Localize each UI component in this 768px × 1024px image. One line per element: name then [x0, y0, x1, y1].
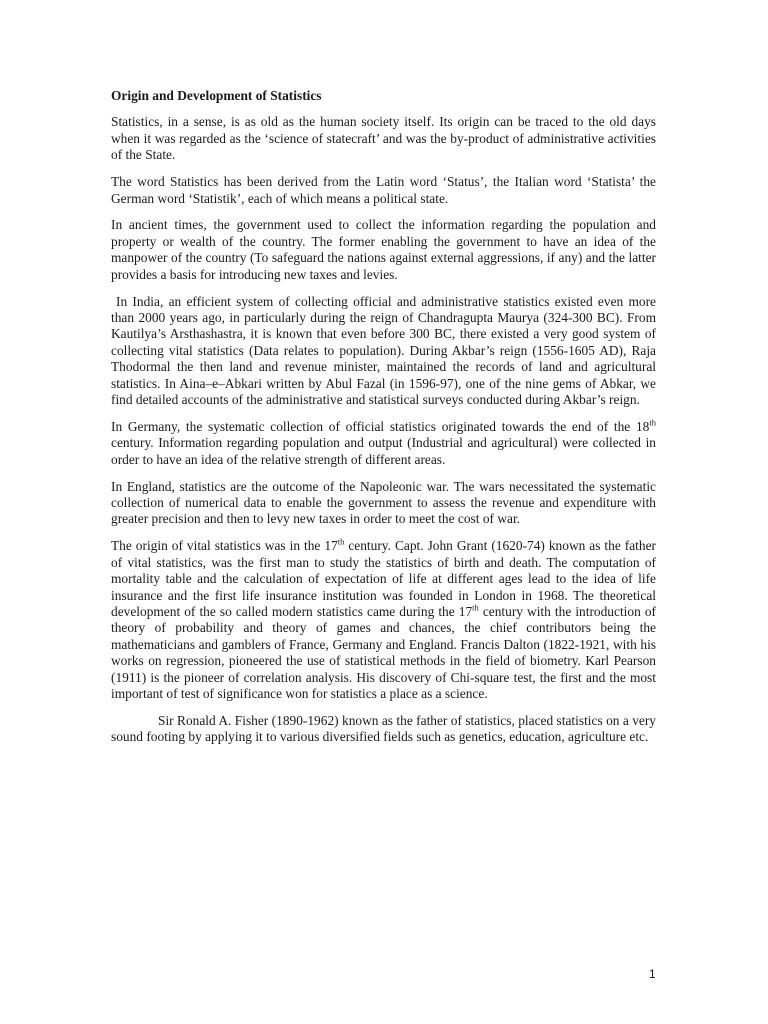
document-body	[111, 88, 656, 756]
paragraph-germany	[111, 419, 656, 468]
page-title: Origin and Development of Statistics	[111, 88, 322, 103]
paragraph-vital-text-b: century. Capt. John Grant (1620-74) known as the father of vital statistics, was the first man to study the statistics of birth and death. The computation of mortality table and the calculation of expectation of life at different ages lead to the idea of life insurance and the first life insurance institution was founded in London in 1968. The theoretical development of the so called modern statistics came during the 17	[111, 538, 656, 619]
paragraph-germany-text-b: century. Information regarding population and output (Industrial and agricultural) were collected in order to have an idea of the relative strength of different areas.	[111, 435, 656, 467]
page-number: 1	[649, 967, 656, 981]
paragraph-germany-text-a: In Germany, the systematic collection of official statistics originated towards the end of the 18	[111, 418, 650, 434]
paragraph-vital-statistics	[111, 538, 656, 702]
superscript-th: th	[337, 536, 345, 547]
superscript-th: th	[472, 602, 479, 613]
paragraph-origin: Statistics, in a sense, is as old as the human society itself. Its origin can be traced to the old days when it was regarded as the ‘science of statecraft’ and was the by-product of administrative activities of the State.	[111, 114, 656, 163]
paragraph-ancient-times: In ancient times, the government used to collect the information regarding the population and property or wealth of the country. The former enabling the government to have an idea of the manpower of the country (To safeguard the nations against external aggressions, if any) and the latter provides a basis for introducing new taxes and levies.	[111, 217, 656, 282]
superscript-th: th	[649, 417, 656, 428]
paragraph-fisher: Sir Ronald A. Fisher (1890-1962) known as the father of statistics, placed statistics on a very sound footing by applying it to various diversified fields such as genetics, education, agriculture etc.	[111, 712, 656, 745]
paragraph-etymology: The word Statistics has been derived from the Latin word ‘Status’, the Italian word ‘Statista’ the German word ‘Statistik’, each of which means a political state.	[111, 174, 656, 206]
paragraph-england: In England, statistics are the outcome of the Napoleonic war. The wars necessitated the systematic collection of numerical data to enable the government to assess the revenue and expenditure with greater precision and then to levy new taxes in order to meet the cost of war.	[111, 478, 656, 527]
paragraph-vital-text-c: century with the introduction of theory of probability and theory of games and chances, the chief contributors being the mathematicians and gamblers of France, Germany and England. Francis Dalton (1822-1921, with his works on regression, pioneered the use of statistical methods in the field of biometry. Karl Pearson (1911) is the pioneer of correlation analysis. His discovery of Chi-square test, the first and the most important of test of significance won for statistics a place as a science.	[111, 603, 656, 701]
paragraph-india: In India, an efficient system of collecting official and administrative statistics existed even more than 2000 years ago, in particularly during the reign of Chandragupta Maurya (324-300 BC). From Kautilya’s Arsthashastra, it is known that even before 300 BC, there existed a very good system of collecting vital statistics (Data relates to population). During Akbar’s reign (1556-1605 AD), Raja Thodormal the then land and revenue minister, maintained the records of land and agricultural statistics. In Aina–e–Abkari written by Abul Fazal (in 1596-97), one of the nine gems of Abkar, we find detailed accounts of the administrative and statistical surveys conducted during Akbar’s reign.	[111, 293, 656, 407]
paragraph-vital-text-a: The origin of vital statistics was in the 17	[111, 538, 338, 554]
